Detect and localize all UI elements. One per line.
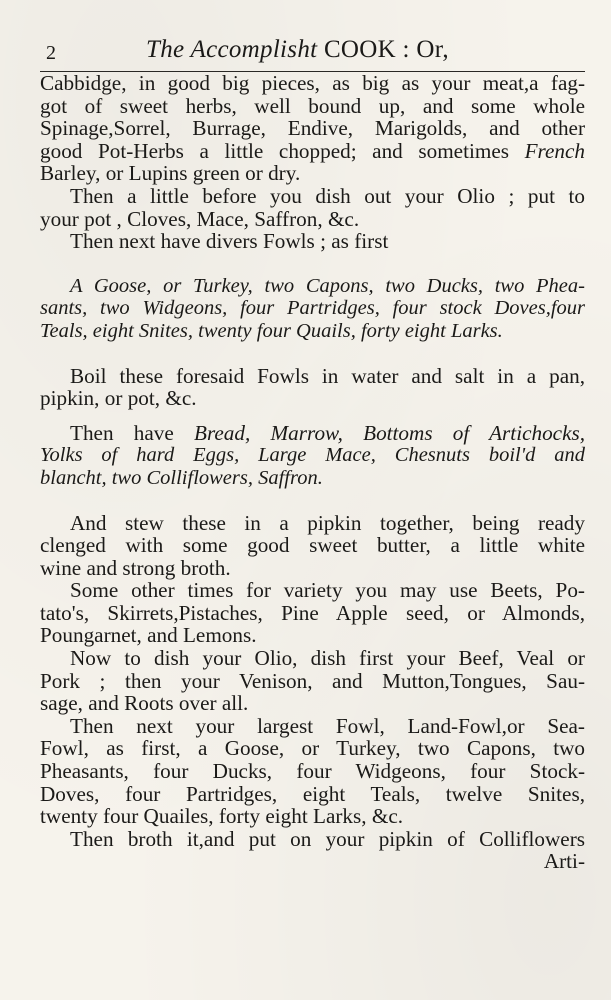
text-line: Poungarnet, and Lemons. [40, 623, 257, 648]
text-line: got of sweet herbs, well bound up, and some whole [40, 93, 585, 118]
text-line: Then a little before you dish out your Olio ; put to [70, 183, 585, 208]
text-line: Some other times for variety you may use Beets, Po- [70, 578, 585, 603]
text-line: tato's, Skirrets,Pistaches, Pine Apple seed, or Almonds, [40, 600, 585, 625]
text-line: blancht, two Colliflowers, Saffron. [40, 466, 323, 489]
catchword: Arti- [543, 849, 585, 874]
text-line: Pheasants, four Ducks, four Widgeons, four Stock- [40, 759, 585, 784]
paragraph-gap [40, 343, 585, 365]
text-line: Then next have divers Fowls ; as first [70, 229, 389, 254]
page-body [40, 72, 585, 873]
text-line: Barley, or Lupins green or dry. [40, 161, 301, 186]
page-number: 2 [46, 42, 56, 64]
fowl-list-line: sants, two Widgeons, four Partridges, four stock Doves,four [40, 297, 585, 320]
running-head-title: COOK : Or, [323, 36, 449, 63]
text-line: Now to dish your Olio, dish first your Beef, Veal or [70, 646, 585, 671]
text-line: Yolks of hard Eggs, Large Mace, Chesnuts boil'd and [40, 444, 585, 467]
text-line: Then have Bread, Marrow, Bottoms of Artichocks, [70, 420, 586, 445]
text-line: wine and strong broth. [40, 555, 231, 580]
page-header [40, 28, 580, 64]
text-line: good Pot-Herbs a little chopped; and sometimes French [40, 138, 586, 163]
text-line: Fowl, as first, a Goose, or Turkey, two Capons, two [40, 736, 585, 761]
paragraph-gap [40, 253, 585, 275]
fowl-list-line: A Goose, or Turkey, two Capons, two Ducks, two Phea- [70, 274, 585, 297]
text-line: sage, and Roots over all. [40, 691, 249, 716]
text-line: clenged with some good sweet butter, a little white [40, 533, 585, 558]
fowl-list-line: Teals, eight Snites, twenty four Quails, forty eight Larks. [40, 319, 503, 342]
text-line: twenty four Quailes, forty eight Larks, &c. [40, 804, 404, 829]
paragraph-gap [40, 490, 585, 512]
text-line: Boil these foresaid Fowls in water and salt in a pan, [70, 363, 585, 388]
text-line: And stew these in a pipkin together, being ready [70, 510, 585, 535]
text-line: your pot , Cloves, Mace, Saffron, &c. [40, 206, 360, 231]
text-line: Pork ; then your Venison, and Mutton,Tongues, Sau- [40, 668, 585, 693]
text-line: Doves, four Partridges, eight Teals, twelve Snites, [40, 781, 585, 806]
text-line: pipkin, or pot, &c. [40, 386, 197, 411]
text-line: Spinage,Sorrel, Burrage, Endive, Marigolds, and other [40, 116, 585, 141]
running-head-italic: The Accomplisht [146, 36, 318, 63]
running-head [146, 36, 449, 64]
text-line: Then next your largest Fowl, Land-Fowl,or Sea- [70, 713, 585, 738]
text-line: Cabbidge, in good big pieces, as big as your meat,a fag- [40, 71, 585, 95]
text-line: Then broth it,and put on your pipkin of Colliflowers [70, 826, 585, 851]
